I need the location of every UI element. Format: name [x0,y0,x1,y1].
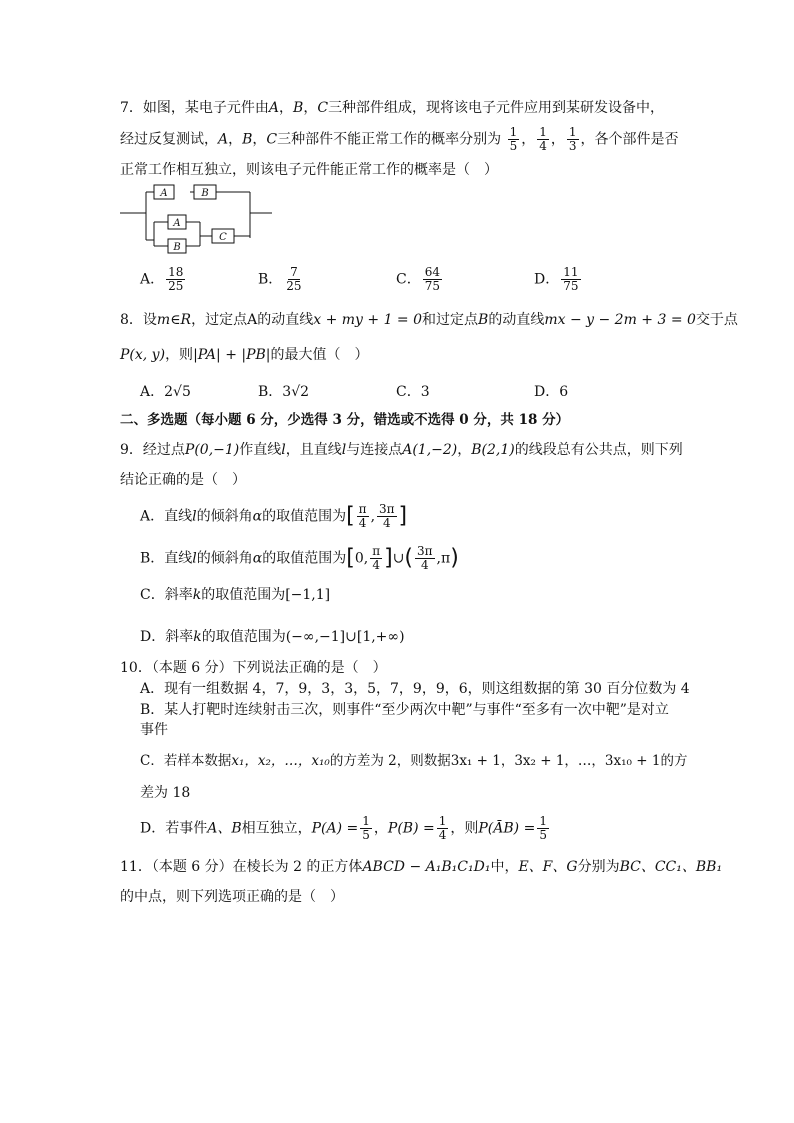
sep: ， [228,131,243,148]
text: 的倾斜角 [196,508,253,525]
math: 3x₁ + 1，3x₂ + 1，…，3x₁₀ + 1 [450,753,661,769]
sep: ， [252,131,267,148]
q8-option-b [258,382,309,402]
text: 的取值范围为 [201,587,286,603]
value: 3√2 [282,384,310,400]
q9-option-a: A．直线l的倾斜角α的取值范围为[ $\frac{\pi}{4}$ , $\frac{3\pi}{4}$ ] [140,502,408,530]
q9-line2: 结论正确的是（ ） [120,472,246,488]
q8-line2 [120,345,369,365]
q10-stem: 10．（本题 6 分）下列说法正确的是（ ） [120,660,387,676]
label: A． [140,384,165,400]
denominator: 5 [539,828,547,842]
sep: ， [303,100,318,116]
label-c: C [219,232,227,243]
fraction [360,815,372,842]
bracket: [ [346,503,355,529]
math: l [192,508,197,525]
math: [−1,1] [285,587,331,603]
text: 7．如图，某电子元件由 [120,100,269,116]
math: P(ĀB) = [478,820,536,837]
math: E、F、G [518,859,578,875]
math: l [192,550,197,567]
q9-option-d [140,627,405,647]
q9-option-b: B．直线l的倾斜角α的取值范围为[0, $\frac{\pi}{4}$ ]∪( $\frac{3\pi}{4}$ ,π) [140,544,459,572]
denominator: 3 [568,139,577,153]
numerator: 1 [539,814,547,828]
part-a: A [268,100,280,116]
math: BC、CC₁、BB₁ [619,859,723,875]
fraction [357,503,369,530]
numerator: π [372,544,381,558]
text: 交于点 [695,312,738,328]
q7-option-d [534,266,583,293]
math: P(x, y) [120,347,166,363]
bracket: ] [384,545,393,571]
text: ，且直线 [285,442,342,458]
text: 的取值范围为 [262,508,347,525]
text: A．直线 [140,508,193,525]
text: C．若样本数据 [140,753,232,769]
denominator: 4 [438,828,447,842]
fraction [437,815,449,842]
text: 和过定点 [422,312,479,328]
fraction [377,503,397,530]
q7-line2: 经过反复测试，A，B，C三种部件不能正常工作的概率分别为 $\frac{1}{5}$ ， $\frac{1}{4}$ ， $\frac{1}{3}$ ，各个部件是否 [120,125,679,153]
text: 的方 [660,753,688,769]
math: B(2,1) [471,442,515,458]
numerator: 1 [362,814,370,828]
label: B． [258,271,283,288]
numerator: 3π [417,544,433,558]
text: B．直线 [140,550,193,567]
math: P(A) = [311,820,359,837]
q7-option-c [396,266,444,293]
q11-line1 [120,857,722,877]
text: 9．经过点 [120,442,185,458]
bracket: ] [398,503,408,529]
q10-option-b-line2: 事件 [140,722,168,738]
q8-option-d [534,382,568,402]
part-c: C [317,100,329,116]
label-top-a: A [160,188,168,199]
part-c: C [266,131,278,148]
math: A、B [207,820,242,837]
text: 相互独立， [241,820,312,837]
math: |PA| + |PB| [193,347,271,363]
fraction [284,266,303,293]
label: A． [140,271,165,288]
text: 的动直线 [488,312,545,328]
label: D． [534,271,560,288]
numerator: 64 [424,265,440,279]
text: 的最大值（ ） [270,347,369,363]
text: 中， [490,859,519,875]
fraction [537,815,549,842]
fraction [415,545,435,572]
label: C． [396,271,421,288]
section-heading: 二、多选题（每小题 6 分，少选得 3 分，错选或不选得 0 分，共 18 分） [120,412,570,428]
math: α [252,508,263,525]
denominator: 25 [286,279,302,293]
denominator: 75 [424,279,440,293]
text: 的取值范围为 [201,629,286,645]
text: ，过定点A的动直线 [191,312,314,328]
sep: ， [279,100,294,116]
label: B． [258,384,283,400]
math: 0, [354,550,369,567]
q8-option-c [396,382,430,402]
q10-option-b-line1: B．某人打靶时连续射击三次，则事件“至少两次中靶”与事件“至多有一次中靶”是对立 [140,702,669,718]
math: x + my + 1 = 0 [313,312,423,328]
q7-option-b [258,266,306,293]
value: 6 [559,384,569,400]
fraction [537,126,549,153]
denominator: 4 [539,139,547,153]
text: 的线段总有公共点，则下列 [514,442,683,458]
text: 的方差为 2，则数据 [329,753,451,769]
q7-line1 [120,98,664,118]
text: 的取值范围为 [262,550,347,567]
circuit-diagram [118,180,278,258]
text: 的倾斜角 [196,550,253,567]
denominator: 75 [563,279,579,293]
math: ,π [436,550,451,567]
bracket: ) [450,545,459,571]
text: 分别为 [577,859,620,875]
q9-line1 [120,440,683,460]
q7-line3: 正常工作相互独立，则该电子元件能正常工作的概率是（ ） [120,162,498,178]
label: D． [534,384,560,400]
text: 与连接点 [346,442,403,458]
math: x₁，x₂，…，x₁₀ [231,753,330,769]
part-b: B [293,100,304,116]
q7-option-a [140,266,187,293]
math: l [341,442,347,458]
label-bot-b: B [173,242,181,253]
math: B [478,312,489,328]
numerator: 7 [290,265,298,279]
q10-option-a: A．现有一组数据 4，7，9，3，3，5，7，9，9，6，则这组数据的第 30 百分位数为 4 [140,681,690,697]
part-a: A [218,131,229,148]
q9-option-c [140,585,330,605]
numerator: 1 [568,125,577,139]
numerator: 11 [563,265,579,279]
label-top-b: B [201,188,209,199]
math: k [192,587,202,603]
fraction [567,126,579,153]
value: 2√5 [164,384,191,400]
bracket: [ [346,545,355,571]
text: ，各个部件是否 [580,131,679,148]
numerator: π [358,502,367,516]
text: 8．设 [120,312,157,328]
text: D．斜率 [140,629,194,645]
math: m∈R [156,312,192,328]
q10-option-d: D．若事件A、B相互独立，P(A) = $\frac{1}{5}$ ，P(B) = $\frac{1}{4}$ ，则P(ĀB) = $\frac{1}{5}$ [140,814,547,842]
q8-line1 [120,310,738,330]
denominator: 25 [168,279,184,293]
label: C． [396,384,421,400]
denominator: 4 [420,558,429,572]
text: 三种部件不能正常工作的概率分别为 [277,131,502,148]
value: 3 [420,384,430,400]
math: A(1,−2) [402,442,458,458]
text: 11．（本题 6 分）在棱长为 2 的正方体 [120,859,363,875]
fraction [508,126,520,153]
math: k [193,629,202,645]
math: (−∞,−1]∪[1,+∞) [285,629,405,645]
math: mx − y − 2m + 3 = 0 [544,312,696,328]
numerator: 18 [168,265,184,279]
math: P(0,−1) [184,442,240,458]
text: 经过反复测试， [120,131,218,148]
denominator: 4 [358,516,367,530]
denominator: 5 [509,139,518,153]
numerator: 1 [539,125,547,139]
numerator: 1 [509,125,518,139]
text: 作直线 [239,442,282,458]
fraction [166,266,185,293]
label-bot-a: A [173,218,181,229]
text: 三种部件组成，现将该电子元件应用到某研发设备中， [328,100,665,116]
numerator: 3π [379,502,395,516]
bracket: ( [404,545,414,571]
text: ， [457,442,472,458]
math: l [281,442,286,458]
q8-option-a [140,382,191,402]
denominator: 4 [372,558,380,572]
q11-line2: 的中点，则下列选项正确的是（ ） [120,889,344,905]
text: ，则 [450,820,479,837]
numerator: 1 [438,814,447,828]
text: D．若事件 [140,820,208,837]
q10-option-c-line1 [140,751,687,771]
text: ，则 [165,347,194,363]
fraction [561,266,580,293]
math: ABCD − A₁B₁C₁D₁ [362,859,491,875]
math: α [252,550,263,567]
denominator: 4 [382,516,391,530]
denominator: 5 [362,828,370,842]
q10-option-c-line2: 差为 18 [140,785,191,801]
fraction [423,266,442,293]
part-b: B [242,131,253,148]
math: P(B) = [387,820,435,837]
text: C．斜率 [140,587,193,603]
fraction [370,545,382,572]
